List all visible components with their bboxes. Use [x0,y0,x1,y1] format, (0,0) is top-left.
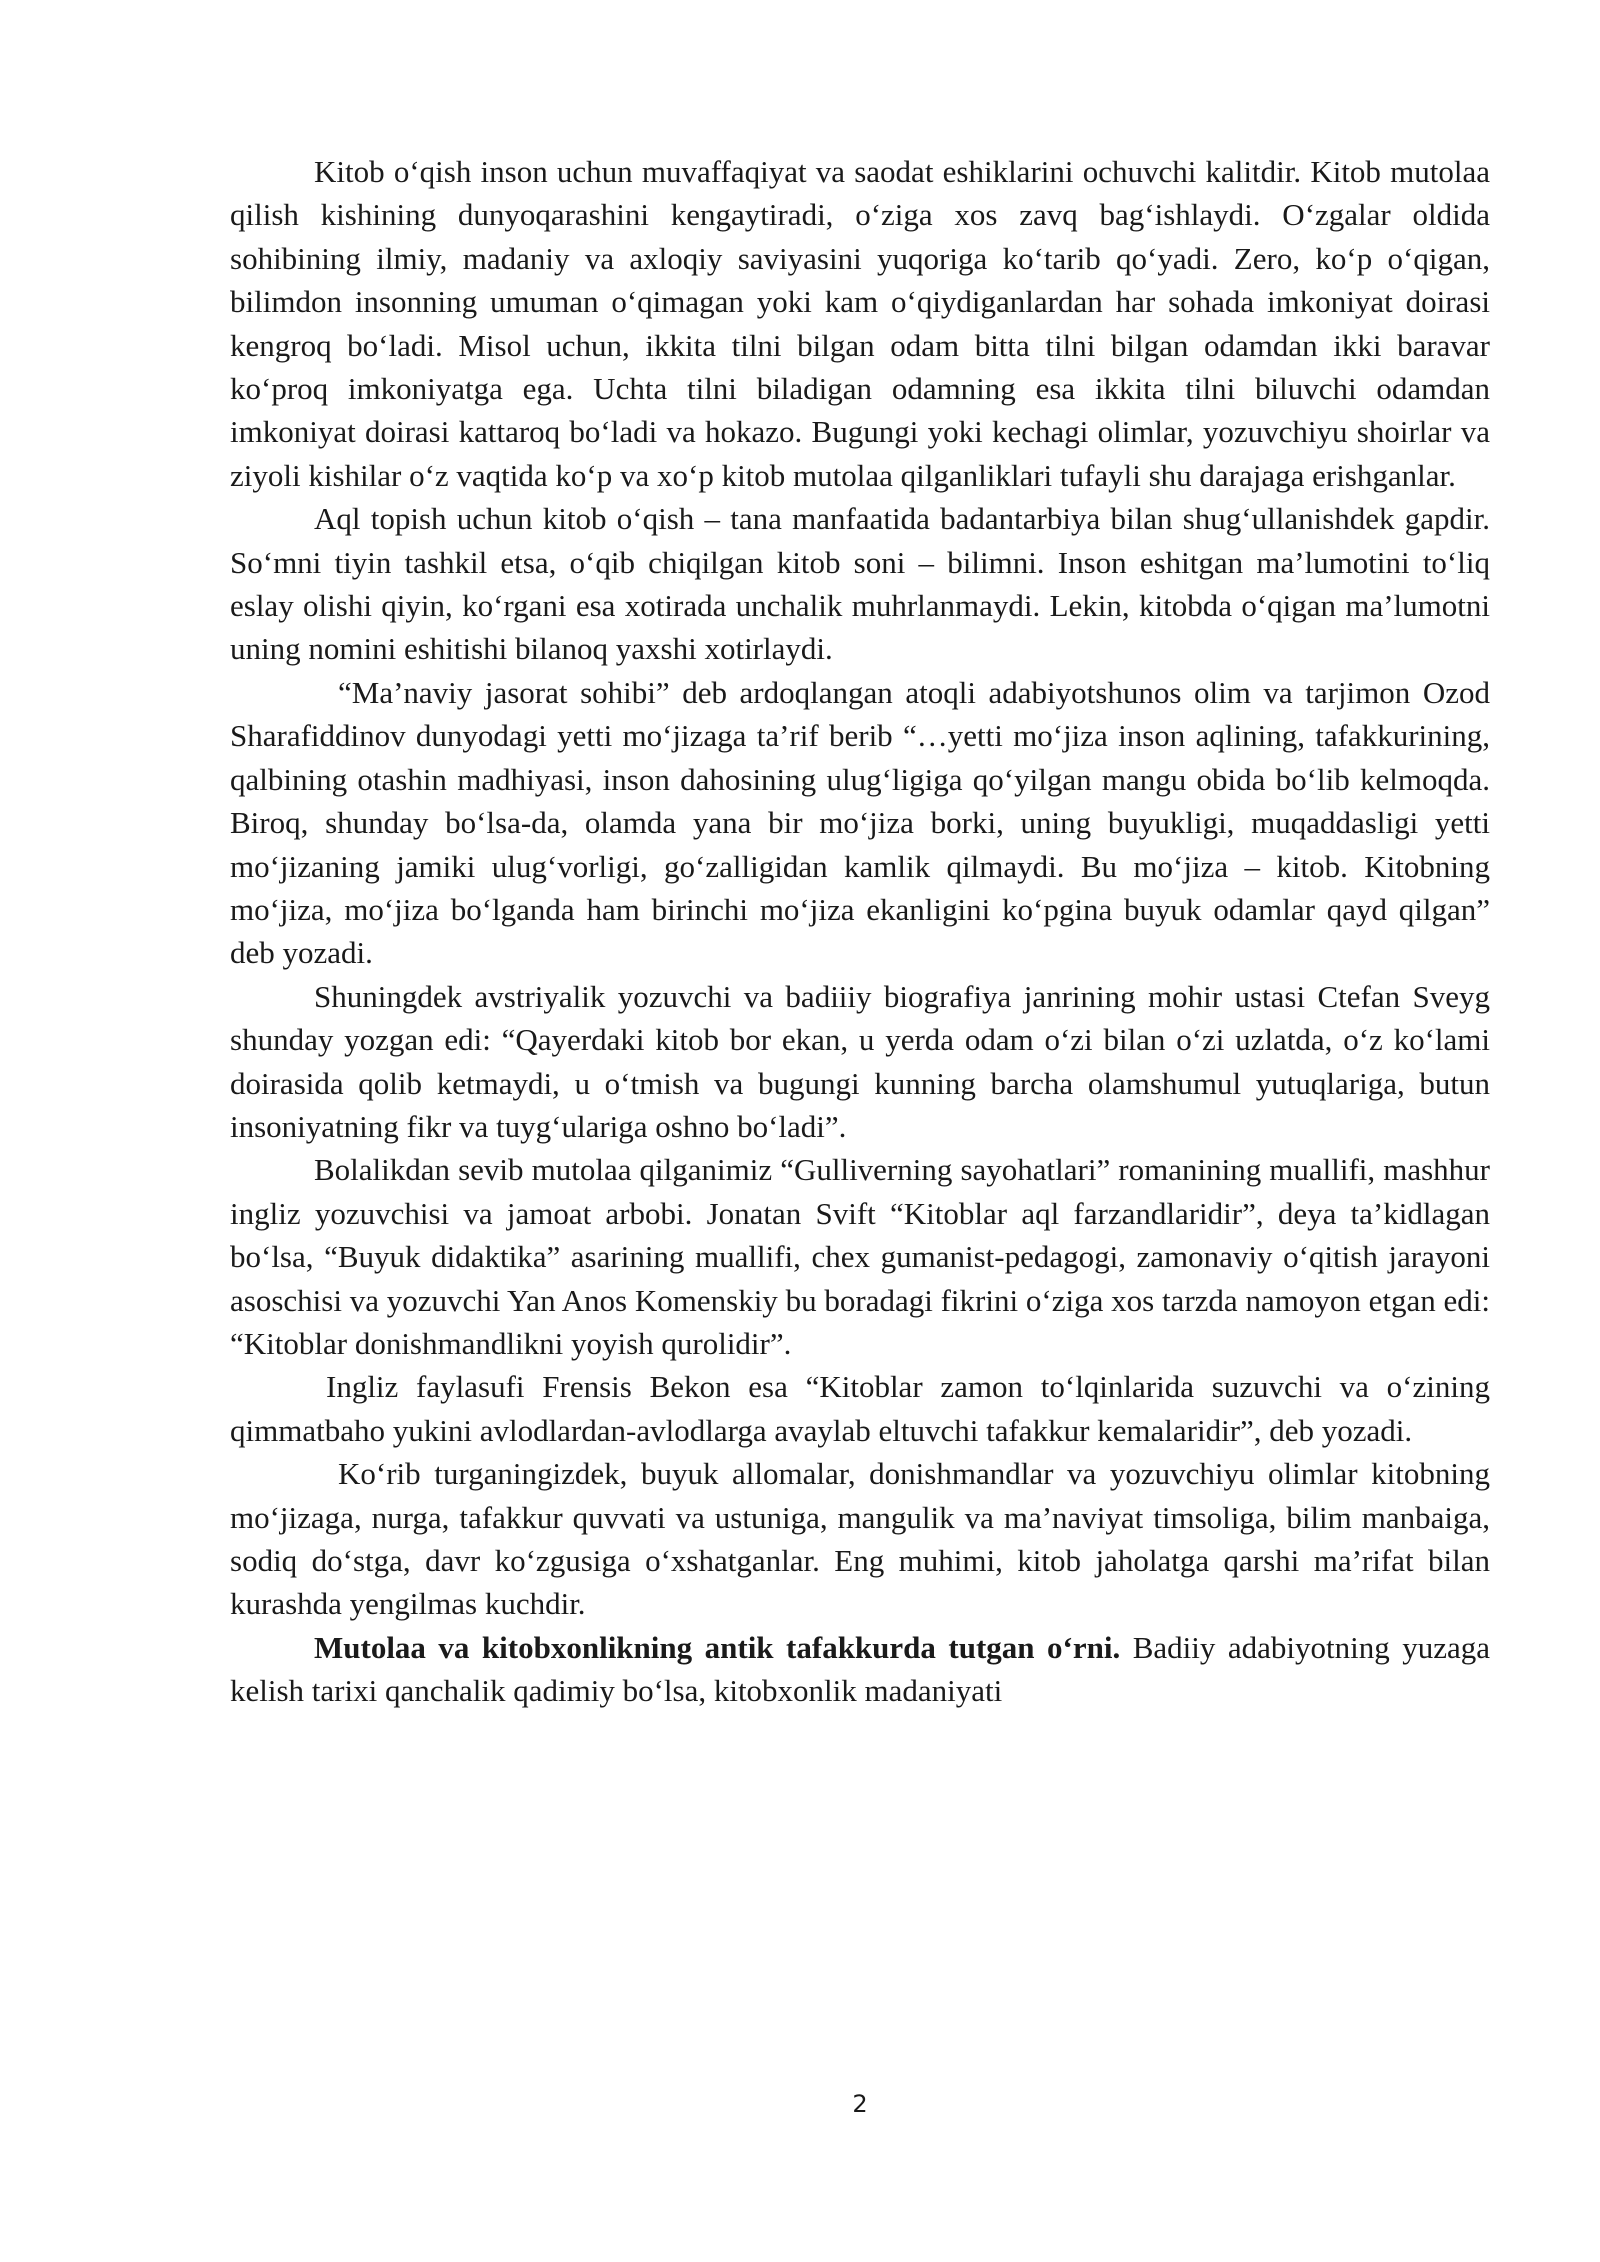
paragraph-8-text: Badiiy adabiyotning yuzaga kelish tarixi qanchalik qadimiy bo‘lsa, kitobxonlik madaniyati [230,1629,1490,1709]
paragraph-3: “Ma’naviy jasorat sohibi” deb ardoqlangan atoqli adabiyotshunos olim va tarjimon Ozod Sharafiddinov dunyodagi yetti mo‘jizaga ta’rif berib “…yetti mo‘jiza inson aqlining, tafakkurining, qalbining otashin madhiyasi, inson dahosining ulug‘ligiga qo‘yilgan mangu obida bo‘lib kelmoqda. Biroq, shunday bo‘lsa-da, olamda yana bir mo‘jiza borki, uning buyukligi, muqaddasligi yetti mo‘jizaning jamiki ulug‘vorligi, go‘zalligidan kamlik qilmaydi. Bu mo‘jiza – kitob. Kitobning mo‘jiza, mo‘jiza bo‘lganda ham birinchi mo‘jiza ekanligini ko‘pgina buyuk odamlar qayd qilgan” deb yozadi. [230,674,1490,971]
paragraph-1: Kitob o‘qish inson uchun muvaffaqiyat va saodat eshiklarini ochuvchi kalitdir. Kitob mutolaa qilish kishining dunyoqarashini kengaytiradi, o‘ziga xos zavq bag‘ishlaydi. O‘zgalar oldida sohibining ilmiy, madaniy va axloqiy saviyasini yuqoriga ko‘tarib qo‘yadi. Zero, ko‘p o‘qigan, bilimdon insonning umuman o‘qimagan yoki kam o‘qiydiganlardan har sohada imkoniyat doirasi kengroq bo‘ladi. Misol uchun, ikkita tilni bilgan odam bitta tilni bilgan odamdan ikki baravar ko‘proq imkoniyatga ega. Uchta tilni biladigan odamning esa ikkita tilni biluvchi odamdan imkoniyat doirasi kattaroq bo‘ladi va hokazo. Bugungi yoki kechagi olimlar, yozuvchiyu shoirlar va ziyoli kishilar o‘z vaqtida ko‘p va xo‘p kitob mutolaa qilganliklari tufayli shu darajaga erishganlar. [230,154,1490,493]
body-text [230,150,1490,1713]
section-heading: Mutolaa va kitobxonlikning antik tafakkurda tutgan o‘rni. [314,1629,1121,1665]
paragraph-5: Bolalikdan sevib mutolaa qilganimiz “Gulliverning sayohatlari” romanining muallifi, mashhur ingliz yozuvchisi va jamoat arbobi. Jonatan Svift “Kitoblar aql farzandlaridir”, deya ta’kidlagan bo‘lsa, “Buyuk didaktika” asarining muallifi, chex gumanist-pedagogi, zamonaviy o‘qitish jarayoni asoschisi va yozuvchi Yan Anos Komenskiy bu boradagi fikrini o‘ziga xos tarzda namoyon etgan edi: “Kitoblar donishmandlikni yoyish qurolidir”. [230,1152,1490,1361]
paragraph-8 [230,1626,1490,1713]
paragraph-2: Aql topish uchun kitob o‘qish – tana manfaatida badantarbiya bilan shug‘ullanishdek gapdir. So‘mni tiyin tashkil etsa, o‘qib chiqilgan kitob soni – bilimni. Inson eshitgan ma’lumotini to‘liq eslay olishi qiyin, ko‘rgani esa xotirada unchalik muhrlanmaydi. Lekin, kitobda o‘qigan ma’lumotni uning nomini eshitishi bilanoq yaxshi xotirlaydi. [230,501,1490,667]
paragraph-4: Shuningdek avstriyalik yozuvchi va badiiiy biografiya janrining mohir ustasi Ctefan Sveyg shunday yozgan edi: “Qayerdaki kitob bor ekan, u yerda odam o‘zi bilan o‘zi uzlatda, o‘z ko‘lami doirasida qolib ketmaydi, u o‘tmish va bugungi kunning barcha olamshumul yutuqlariga, butun insoniyatning fikr va tuyg‘ulariga oshno bo‘ladi”. [230,978,1490,1144]
page-number: 2 [852,2090,868,2118]
paragraph-6: Ingliz faylasufi Frensis Bekon esa “Kitoblar zamon to‘lqinlarida suzuvchi va o‘zining qimmatbaho yukini avlodlardan-avlodlarga avaylab eltuvchi tafakkur kemalaridir”, deb yozadi. [230,1369,1490,1448]
paragraph-7: Ko‘rib turganingizdek, buyuk allomalar, donishmandlar va yozuvchiyu olimlar kitobning mo‘jizaga, nurga, tafakkur quvvati va ustuniga, mangulik va ma’naviyat timsoliga, bilim manbaiga, sodiq do‘stga, davr ko‘zgusiga o‘xshatganlar. Eng muhimi, kitob jaholatga qarshi ma’rifat bilan kurashda yengilmas kuchdir. [230,1456,1490,1622]
